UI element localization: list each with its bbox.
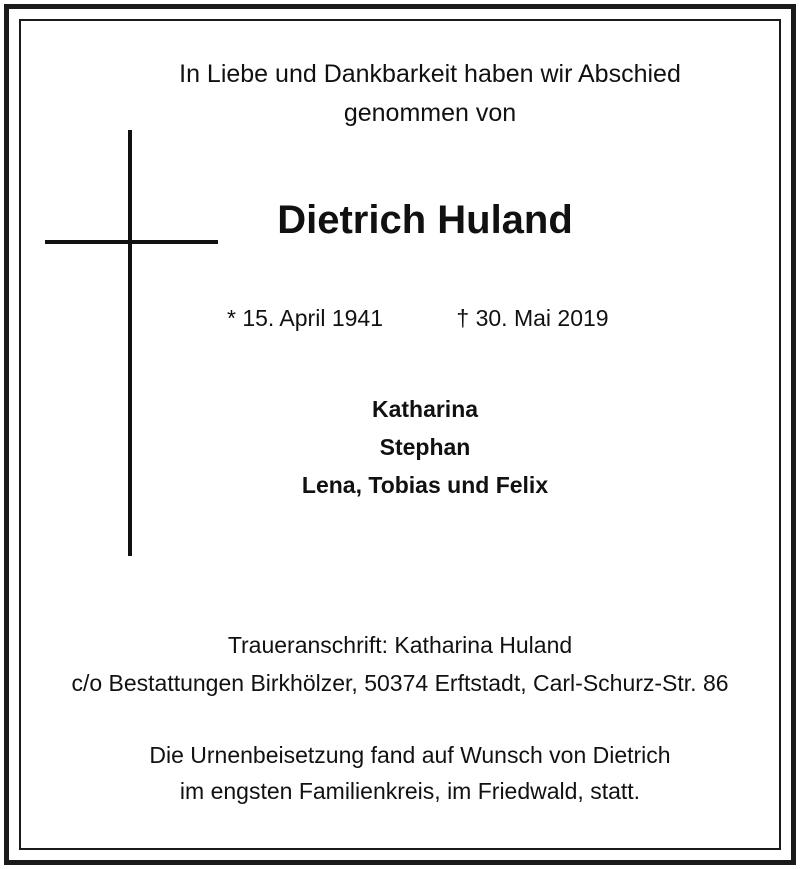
address-line-2: c/o Bestattungen Birkhölzer, 50374 Erftstadt, Carl-Schurz-Str. 86 — [71, 670, 729, 696]
intro-line-1: In Liebe und Dankbarkeit haben wir Abschied — [179, 60, 681, 88]
death-date: † 30. Mai 2019 — [456, 305, 609, 331]
mourner-name: Stephan — [379, 434, 471, 460]
burial-line-2: im engsten Familienkreis, im Friedwald, statt. — [179, 778, 641, 804]
cross-horizontal-bar — [45, 240, 218, 244]
intro-line-2: genommen von — [343, 99, 517, 127]
birth-date: * 15. April 1941 — [226, 305, 383, 331]
mourner-name: Lena, Tobias und Felix — [301, 472, 549, 498]
address-line-1: Traueranschrift: Katharina Huland — [227, 632, 573, 658]
burial-line-1: Die Urnenbeisetzung fand auf Wunsch von Dietrich — [149, 742, 671, 768]
cross-vertical-bar — [128, 130, 132, 556]
deceased-name: Dietrich Huland — [277, 198, 573, 242]
mourner-name: Katharina — [371, 396, 479, 422]
